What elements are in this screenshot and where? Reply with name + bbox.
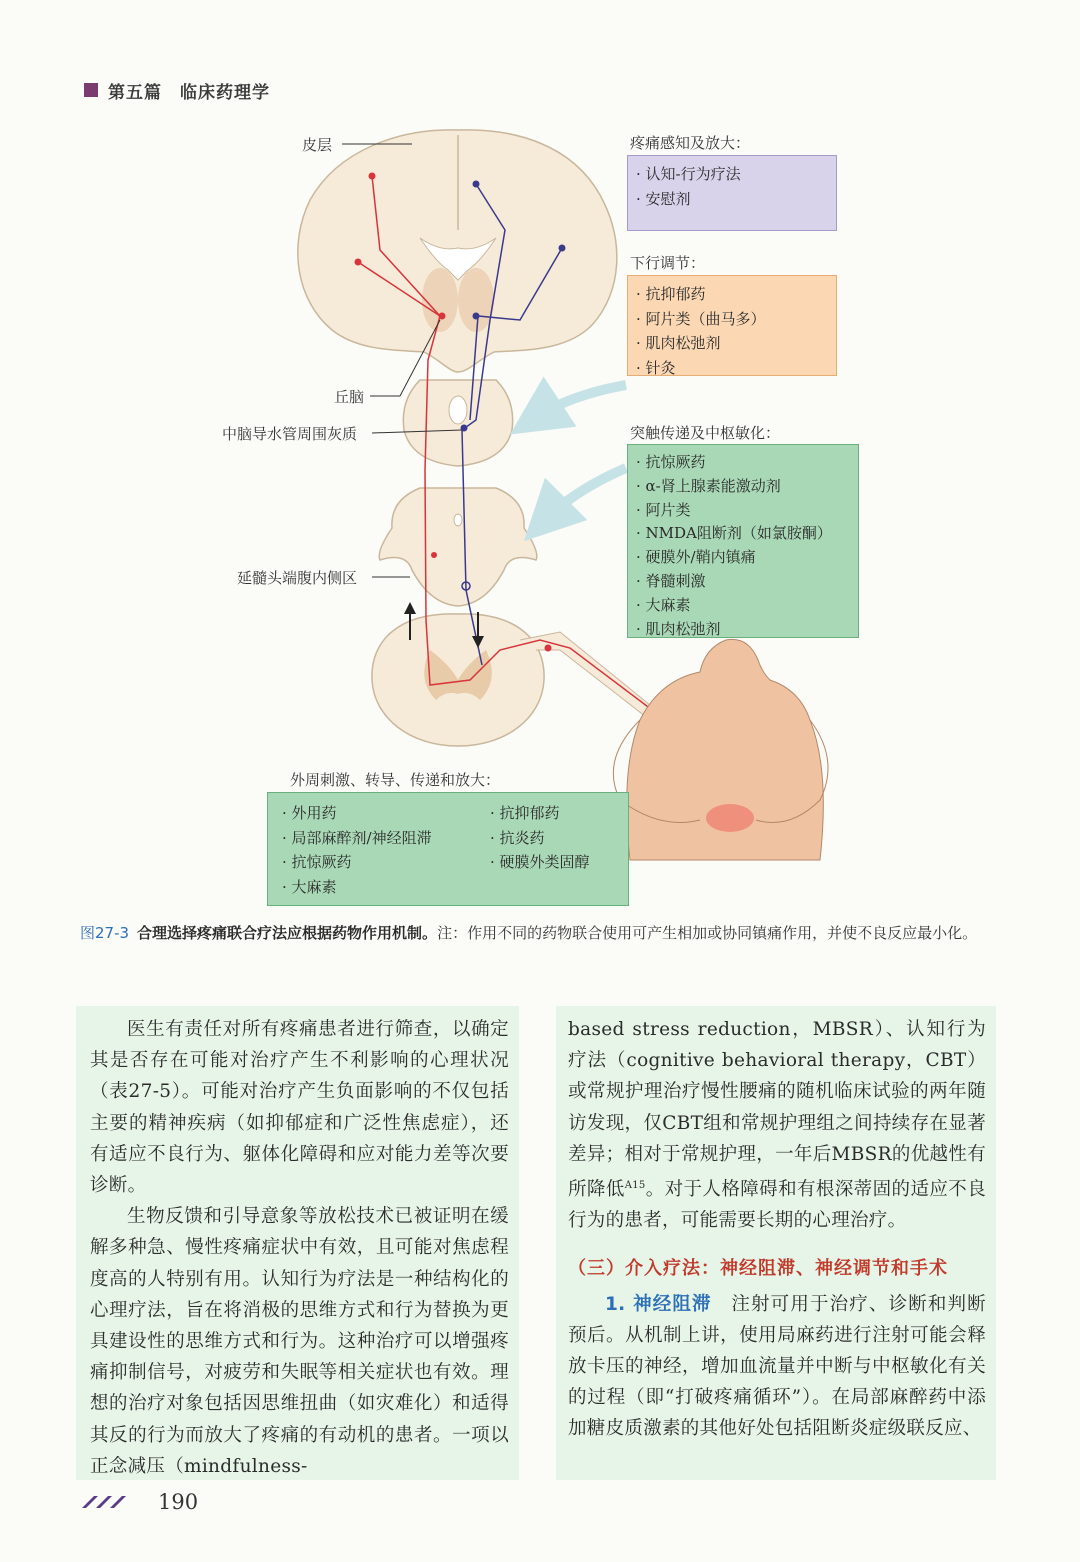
caption-title: 合理选择疼痛联合疗法应根据药物作用机制。 bbox=[137, 924, 438, 942]
list-item: · 针灸 bbox=[636, 356, 826, 381]
paragraph bbox=[568, 1289, 986, 1445]
list-item: · 脊髓刺激 bbox=[636, 570, 848, 594]
subsection-title: 1. 神经阻滞 bbox=[605, 1293, 712, 1315]
page-number: 190 bbox=[158, 1490, 199, 1514]
list-item: · 硬膜外/鞘内镇痛 bbox=[636, 546, 848, 570]
right-text-column bbox=[556, 1006, 996, 1480]
list-item: · 大麻素 bbox=[636, 594, 848, 618]
label-thalamus: 丘脑 bbox=[334, 388, 365, 406]
list-item: · 阿片类 bbox=[636, 499, 848, 523]
paragraph-text: based stress reduction，MBSR）、认知行为疗法（cognitive behavioral therapy，CBT）或常规护理治疗慢性腰痛的随机临床试验的两年随访发现，仅CBT组和常规护理组之间持续存在显著差异；相对于常规护理，一年后MBSR的优越性有所降低 bbox=[568, 1019, 986, 1201]
reference-mark: A15 bbox=[624, 1180, 646, 1192]
paragraph bbox=[568, 1014, 986, 1237]
paragraph-text: 。对于人格障碍和有根深蒂固的适应不良行为的患者，可能需要长期的心理治疗。 bbox=[568, 1179, 986, 1232]
footer-decoration-icon bbox=[80, 1494, 134, 1510]
box-descending bbox=[627, 275, 837, 376]
box-peripheral-title: 外周刺激、转导、传递和放大： bbox=[290, 771, 501, 789]
header-title: 第五篇 临床药理学 bbox=[108, 82, 270, 103]
list-item: · 肌肉松弛剂 bbox=[636, 331, 826, 356]
list-item: · 抗惊厥药 bbox=[282, 850, 490, 875]
box-peripheral bbox=[267, 792, 629, 906]
caption-note: 注：作用不同的药物联合使用可产生相加或协同镇痛作用，并使不良反应最小化。 bbox=[437, 924, 978, 942]
spinal-cord-section bbox=[372, 614, 544, 746]
patient-back-illustration bbox=[613, 639, 828, 860]
list-item: · 认知-行为疗法 bbox=[636, 162, 826, 187]
list-item: · 抗抑郁药 bbox=[490, 801, 610, 826]
section-heading: （三）介入疗法：神经阻滞、神经调节和手术 bbox=[568, 1257, 948, 1279]
left-text-column bbox=[76, 1006, 519, 1480]
list-item: · α-肾上腺素能激动剂 bbox=[636, 475, 848, 499]
box-synaptic bbox=[627, 444, 859, 638]
medulla-section bbox=[379, 488, 537, 606]
label-cortex: 皮层 bbox=[302, 136, 333, 154]
box-synaptic-title: 突触传递及中枢敏化： bbox=[630, 424, 781, 442]
figure-number: 图27-3 bbox=[80, 924, 130, 942]
paragraph-text: 注射可用于治疗、诊断和判断预后。从机制上讲，使用局麻药进行注射可能会释放卡压的神经，增加血流量并中断与中枢敏化有关的过程（即“打破疼痛循环”）。在局部麻醉药中添加糖皮质激素的其他好处包括阻断炎症级联反应、 bbox=[568, 1293, 986, 1440]
paragraph: 医生有责任对所有疼痛患者进行筛查，以确定其是否存在可能对治疗产生不利影响的心理状况（表27-5）。可能对治疗产生负面影响的不仅包括主要的精神疾病（如抑郁症和广泛性焦虑症），还有适应不良行为、躯体化障碍和应对能力差等次要诊断。 bbox=[90, 1019, 509, 1197]
label-rvm: 延髓头端腹内侧区 bbox=[237, 569, 358, 587]
list-item: · 硬膜外类固醇 bbox=[490, 850, 610, 875]
list-item: · 局部麻醉剂/神经阻滞 bbox=[282, 826, 490, 851]
list-item: · 抗惊厥药 bbox=[636, 451, 848, 475]
list-item: · 抗炎药 bbox=[490, 826, 610, 851]
list-item: · 肌肉松弛剂 bbox=[636, 618, 848, 642]
list-item: · 安慰剂 bbox=[636, 187, 826, 212]
box-perception bbox=[627, 155, 837, 231]
list-item: · 抗抑郁药 bbox=[636, 282, 826, 307]
list-item: · 阿片类（曲马多） bbox=[636, 307, 826, 332]
box-descending-title: 下行调节： bbox=[630, 254, 706, 272]
list-item: · 外用药 bbox=[282, 801, 490, 826]
page-footer bbox=[80, 1490, 198, 1514]
list-item: · 大麻素 bbox=[282, 875, 490, 900]
label-pag: 中脑导水管周围灰质 bbox=[222, 425, 358, 443]
list-item: · NMDA阻断剂（如氯胺酮） bbox=[636, 522, 848, 546]
paragraph: 生物反馈和引导意象等放松技术已被证明在缓解多种急、慢性疼痛症状中有效，且可能对焦虑程度高的人特别有用。认知行为疗法是一种结构化的心理疗法，旨在将消极的思维方式和行为替换为更具建设性的思维方式和行为。这种治疗可以增强疼痛抑制信号，对疲劳和失眠等相关症状也有效。理想的治疗对象包括因思维扭曲（如灾难化）和适得其反的行为而放大了疼痛的有动机的患者。一项以正念减压（mindfulness- bbox=[90, 1206, 509, 1477]
figure-caption bbox=[80, 921, 1010, 946]
box-perception-title: 疼痛感知及放大： bbox=[630, 134, 751, 152]
